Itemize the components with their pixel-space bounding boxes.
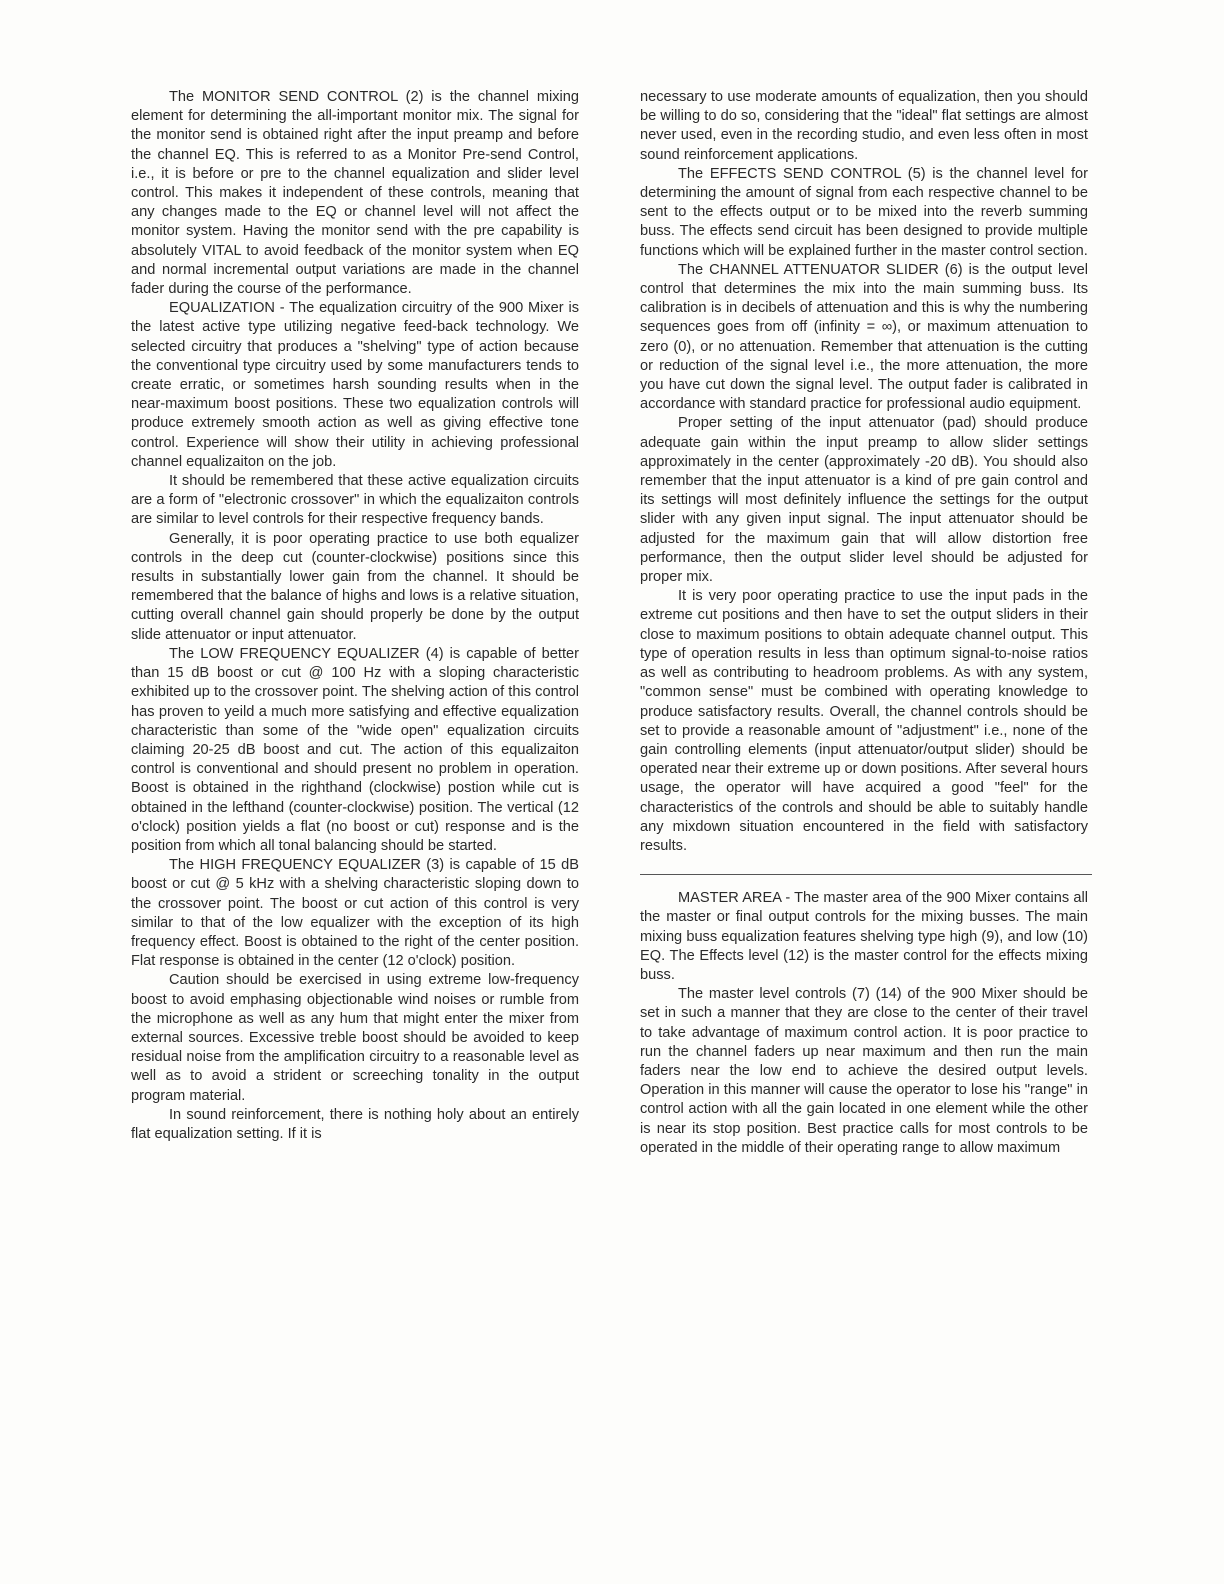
paragraph-deep-cut-practice: Generally, it is poor operating practice to use both equalizer controls in the deep cut (counter-clockwise) positions since this results in substantially lower gain from the channel. It should be remembered that the balance of highs and lows is a relative situation, cutting overall channel gain should properly be done by the output slide attenuator or input attenuator.	[131, 530, 579, 643]
paragraph-master-area: MASTER AREA - The master area of the 900 Mixer contains all the master or final output controls for the mixing busses. The main mixing buss equalization features shelving type high (9), and low (10) EQ. The Effects level (12) is the master control for the effects mixing buss.	[640, 890, 1088, 983]
paragraph-input-attenuator: Proper setting of the input attenuator (pad) should produce adequate gain within the input preamp to allow slider settings approximately in the center (approximately -20 dB). You should also remember that the input attenuator is a kind of pre gain control and its settings will most definitely influence the settings for the output slider with any given input signal. The input attenuator should be adjusted for the maximum gain that will allow distortion free performance, then the output slider level should be adjusted for proper mix.	[640, 415, 1088, 586]
paragraph-caution-boost: Caution should be exercised in using extreme low-frequency boost to avoid emphasing objectionable wind noises or rumble from the microphone as well as any hum that might enter the mixer from external sources. Excessive treble boost should be avoided to keep residual noise from the amplification circuitry to a reasonable level as well as to avoid a strident or screeching tonality in the output program material.	[131, 972, 579, 1104]
paragraph-low-frequency-equalizer: The LOW FREQUENCY EQUALIZER (4) is capable of better than 15 dB boost or cut @ 100 Hz with a sloping characteristic exhibited up to the crossover point. The shelving action of this control has proven to yeild a much more satisfying and effective equalization characteristic than some of the "wide open" equalization circuits claiming 20-25 dB boost and cut. The action of this equalizaiton control is conventional and should present no problem in operation. Boost is obtained in the righthand (clockwise) postion while cut is obtained in the lefthand (counter-clockwise) position. The vertical (12 o'clock) position yields a flat (no boost or cut) response and is the position from which all tonal balancing should be started.	[131, 645, 579, 854]
paragraph-master-level-controls: The master level controls (7) (14) of the 900 Mixer should be set in such a manner that they are close to the center of their travel to take advantage of maximum control action. It is poor practice to run the channel faders up near maximum and then run the main faders near the low end to achieve the desired output levels. Operation in this manner will cause the operator to lose his "range" in control action with all the gain located in one element while the other is near its stop position. Best practice calls for most controls to be operated in the middle of their operating range to allow maximum	[640, 986, 1088, 1156]
right-column	[640, 88, 1088, 1158]
paragraph-high-frequency-equalizer: The HIGH FREQUENCY EQUALIZER (3) is capable of 15 dB boost or cut @ 5 kHz with a shelving characteristic sloping down to the crossover point. The boost or cut action of this control is very similar to that of the low equalizer with the exception of its high frequency effect. Boost is obtained to the right of the center position. Flat response is obtained in the center (12 o'clock) position.	[131, 857, 579, 970]
paragraph-channel-attenuator: The CHANNEL ATTENUATOR SLIDER (6) is the output level control that determines the mix into the main summing buss. Its calibration is in decibels of attenuation and this is why the numbering sequences goes from off (infinity = ∞), or maximum attenuation to zero (0), or no attenuation. Remember that attenuation is the cutting or reduction of the signal level i.e., the more attenuation, the more you have cut down the signal level. The output fader is calibrated in accordance with standard practice for professional audio equipment.	[640, 261, 1088, 413]
paragraph-sound-reinforcement: In sound reinforcement, there is nothing holy about an entirely flat equalization setting. If it is	[131, 1106, 579, 1142]
paragraph-poor-practice-pads: It is very poor operating practice to use the input pads in the extreme cut positions and then have to set the output sliders in their close to maximum positions to obtain adequate channel output. This type of operation results in less than optimum signal-to-noise ratios as well as contributing to headroom problems. As with any system, "common sense" must be combined with operating knowledge to produce satisfactory results. Overall, the channel controls should be set to provide a reasonable amount of "adjustment" i.e., none of the gain controlling elements (input attenuator/output slider) should be operated near their extreme up or down positions. After several hours usage, the operator will have acquired a good "feel" for the characteristics of the controls and should be able to suitably handle any mixdown situation encountered in the field with satisfactory results.	[640, 588, 1088, 854]
paragraph-monitor-send: The MONITOR SEND CONTROL (2) is the channel mixing element for determining the all-important monitor mix. The signal for the monitor send is obtained right after the input preamp and before the channel EQ. This is referred to as a Monitor Pre-send Control, i.e., it is before or pre to the channel equalization and slider level control. This makes it independent of these controls, meaning that any changes made to the EQ or channel level will not affect the monitor system. Having the monitor send with the pre capability is absolutely VITAL to avoid feedback of the monitor system when EQ and normal incremental output variations are made in the channel fader during the course of the performance.	[131, 89, 579, 298]
paragraph-equalization: EQUALIZATION - The equalization circuitry of the 900 Mixer is the latest active type utilizing negative feed-back technology. We selected circuitry that produces a "shelving" type of action because the conventional type circuitry used by some manufacturers tends to create erratic, or sometimes harsh sounding results when in the near-maximum boost positions. These two equalization controls will produce extremely smooth action as well as giving effective tone control. Experience will show their utility in achieving professional channel equalizaiton on the job.	[131, 300, 579, 470]
paragraph-effects-send: The EFFECTS SEND CONTROL (5) is the channel level for determining the amount of signal from each respective channel to be sent to the effects output or to be mixed into the reverb summing buss. The effects send circuit has been designed to provide multiple functions which will be explained further in the master control section.	[640, 165, 1088, 259]
section-divider	[640, 874, 1092, 875]
left-column	[131, 88, 579, 1144]
paragraph-continued-equalization: necessary to use moderate amounts of equalization, then you should be willing to do so, considering that the "ideal" flat settings are almost never used, even in the recording studio, and even less often in most sound reinforcement applications.	[640, 89, 1088, 163]
paragraph-electronic-crossover: It should be remembered that these active equalization circuits are a form of "electronic crossover" in which the equalizaiton controls are similar to level controls for their respective frequency bands.	[131, 473, 579, 528]
